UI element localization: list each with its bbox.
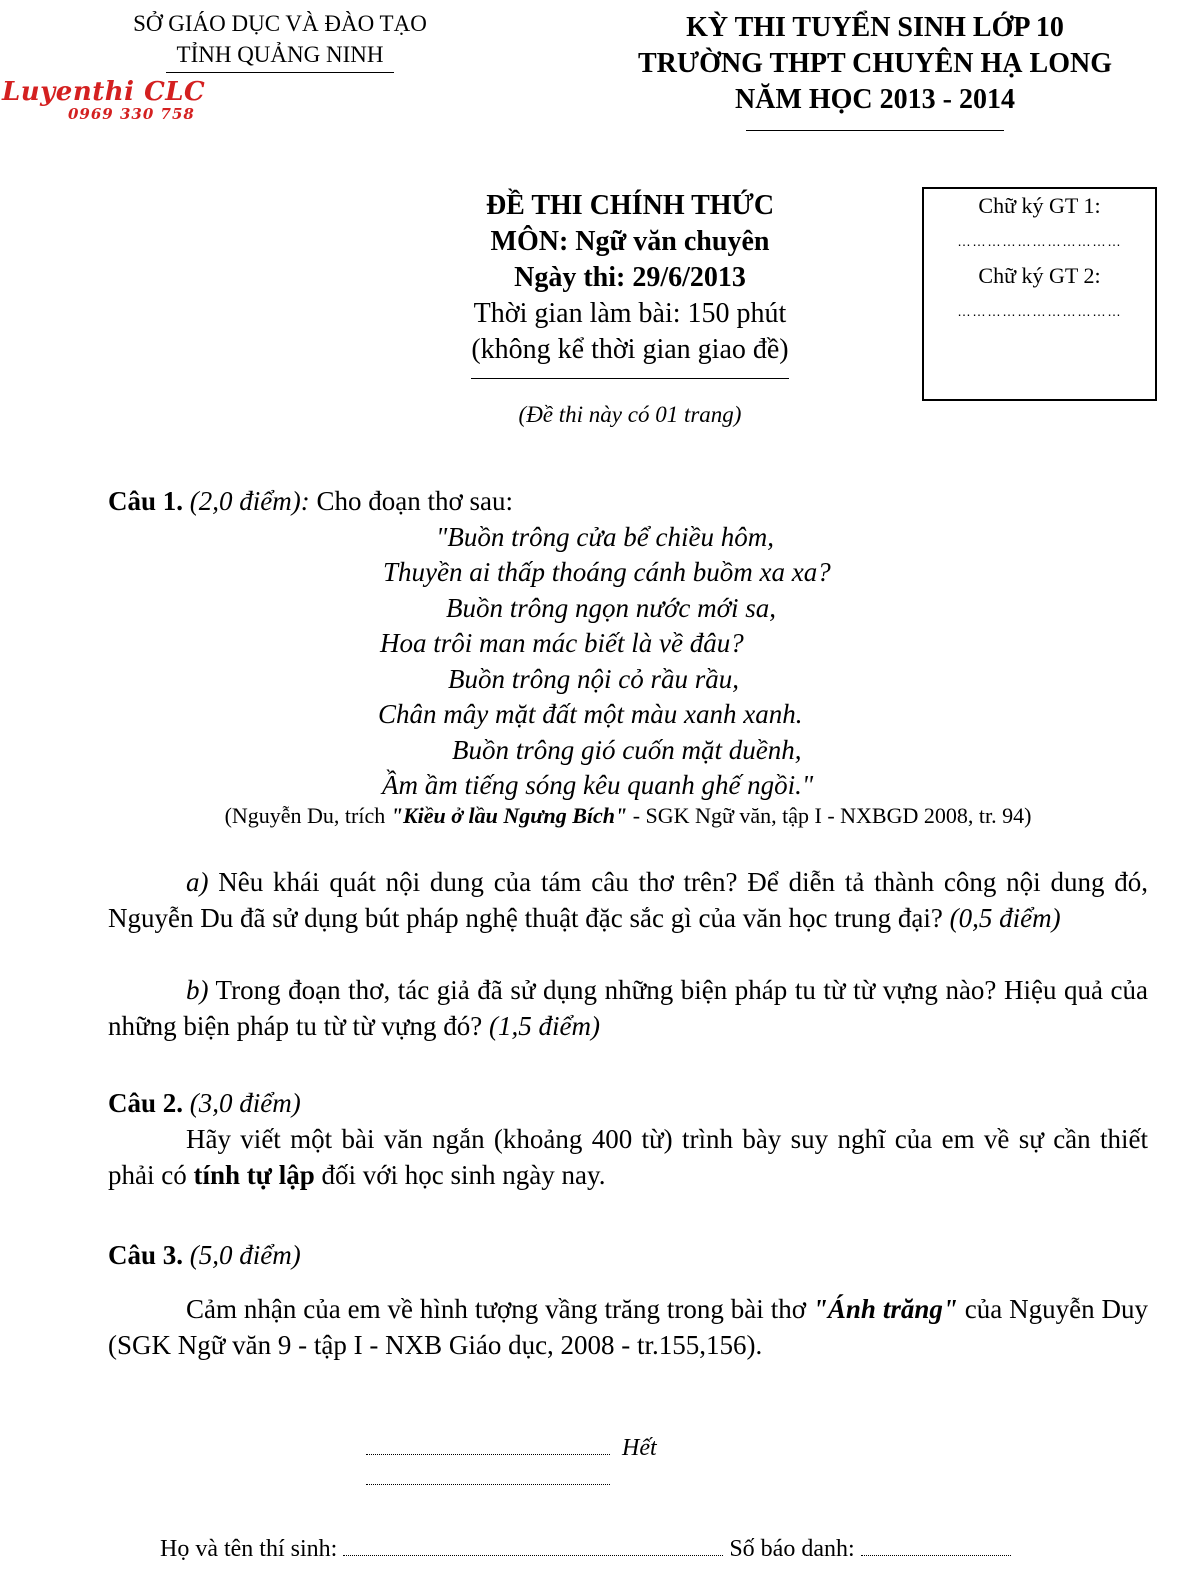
authority-underline — [166, 72, 394, 73]
question-2-number: Câu 2. — [108, 1088, 184, 1118]
poem-line-4: Hoa trôi man mác biết là về đâu? — [380, 628, 744, 658]
province-name: TỈNH QUẢNG NINH — [176, 42, 384, 67]
question-1-points: (2,0 điểm): — [189, 486, 310, 516]
issuing-authority — [60, 8, 500, 73]
source-title: "Kiều ở lầu Ngưng Bích" — [390, 803, 628, 828]
department-name: SỞ GIÁO DỤC VÀ ĐÀO TẠO — [133, 11, 427, 36]
exam-heading — [600, 10, 1150, 131]
exam-heading-line3: NĂM HỌC 2013 - 2014 — [735, 84, 1015, 115]
question-1-part-b — [108, 972, 1148, 1044]
question-3-body — [108, 1291, 1148, 1363]
question-3-number: Câu 3. — [108, 1240, 184, 1270]
poem-line-6: Chân mây mặt đất một màu xanh xanh. — [378, 699, 803, 729]
question-1-part-a — [108, 864, 1148, 936]
signature-line-1: …………………………… — [957, 233, 1122, 249]
question-3-header — [108, 1237, 1148, 1273]
watermark-logo — [2, 78, 252, 122]
part-a-label: a) — [186, 867, 209, 897]
question-1-header — [108, 483, 1148, 519]
exam-duration: Thời gian làm bài: 150 phút — [473, 298, 787, 329]
poem-source — [108, 803, 1148, 829]
watermark-brand: Luyenthi CLC — [2, 77, 206, 107]
candidate-name-label: Họ và tên thí sinh: — [160, 1536, 338, 1562]
poem-line-3: Buồn trông ngọn nước mới sa, — [446, 593, 777, 623]
exam-title-block — [380, 188, 880, 379]
exam-heading-line2: TRƯỜNG THPT CHUYÊN HẠ LONG — [638, 48, 1112, 79]
signature-line-2: …………………………… — [957, 303, 1122, 319]
end-mark — [366, 1432, 886, 1492]
candidate-info — [160, 1535, 1120, 1563]
title-underline — [471, 378, 789, 379]
source-suffix: - SGK Ngữ văn, tập I - NXBGD 2008, tr. 94) — [627, 803, 1032, 828]
exam-duration-note: (không kể thời gian giao đề) — [471, 334, 789, 365]
poem-line-7: Buồn trông gió cuốn mặt duềnh, — [452, 735, 802, 765]
exam-type: ĐỀ THI CHÍNH THỨC — [485, 190, 775, 221]
poem-line-2: Thuyền ai thấp thoáng cánh buồm xa xa? — [383, 557, 831, 587]
question-1-prompt: Cho đoạn thơ sau: — [309, 486, 513, 516]
poem-line-8: Ầm ầm tiếng sóng kêu quanh ghế ngồi." — [382, 770, 814, 800]
candidate-name-field[interactable] — [343, 1535, 723, 1556]
proctor-signature-box — [922, 187, 1157, 401]
part-b-label: b) — [186, 975, 209, 1005]
question-2-text-before: Hãy viết một bài văn ngắn (khoảng 400 từ) trình bày suy nghĩ của em về sự cần thiết phải có — [108, 1124, 1148, 1190]
part-a-points: (0,5 điểm) — [949, 903, 1061, 933]
exam-heading-underline — [746, 130, 1004, 131]
end-dotted-line-left — [366, 1432, 610, 1455]
part-b-text: Trong đoạn thơ, tác giả đã sử dụng những biện pháp tu từ từ vựng nào? Hiệu quả của những biện pháp tu từ từ vựng đó? — [108, 975, 1148, 1041]
signature-label-2: Chữ ký GT 2: — [978, 263, 1101, 288]
source-prefix: (Nguyễn Du, trích — [224, 803, 391, 828]
question-2-emphasis: tính tự lập — [193, 1160, 315, 1190]
question-2-header — [108, 1085, 1148, 1121]
poem-line-1: "Buồn trông cửa bể chiều hôm, — [436, 522, 775, 552]
end-dotted-line-right — [366, 1462, 610, 1485]
question-2-text-after: đối với học sinh ngày nay. — [314, 1160, 606, 1190]
exam-subject: MÔN: Ngữ văn chuyên — [490, 226, 770, 257]
candidate-id-label: Số báo danh: — [729, 1536, 855, 1562]
question-3-text-after: của Nguyễn Duy (SGK Ngữ văn 9 - tập I - NXB Giáo dục, 2008 - tr.155,156). — [108, 1294, 1148, 1360]
candidate-id-field[interactable] — [861, 1535, 1011, 1556]
poem-line-5: Buồn trông nội cỏ rầu rầu, — [448, 664, 740, 694]
question-2-points: (3,0 điểm) — [189, 1088, 301, 1118]
exam-date: Ngày thi: 29/6/2013 — [514, 262, 746, 293]
question-3-points: (5,0 điểm) — [189, 1240, 301, 1270]
exam-heading-line1: KỲ THI TUYỂN SINH LỚP 10 — [686, 12, 1064, 43]
part-a-text: Nêu khái quát nội dung của tám câu thơ trên? Để diễn tả thành công nội dung đó, Nguyễn Du đã sử dụng bút pháp nghệ thuật đặc sắc gì của văn học trung đại? — [108, 867, 1148, 933]
signature-label-1: Chữ ký GT 1: — [978, 193, 1101, 218]
question-1-number: Câu 1. — [108, 486, 184, 516]
question-3-text-before: Cảm nhận của em về hình tượng vầng trăng trong bài thơ — [186, 1294, 813, 1324]
question-2-body — [108, 1121, 1148, 1193]
end-word: Hết — [622, 1435, 657, 1461]
pages-note: (Đề thi này có 01 trang) — [518, 402, 742, 427]
part-b-points: (1,5 điểm) — [489, 1011, 600, 1041]
watermark-phone: 0969 330 758 — [68, 105, 195, 123]
question-3-poem-title: "Ánh trăng" — [812, 1294, 958, 1324]
